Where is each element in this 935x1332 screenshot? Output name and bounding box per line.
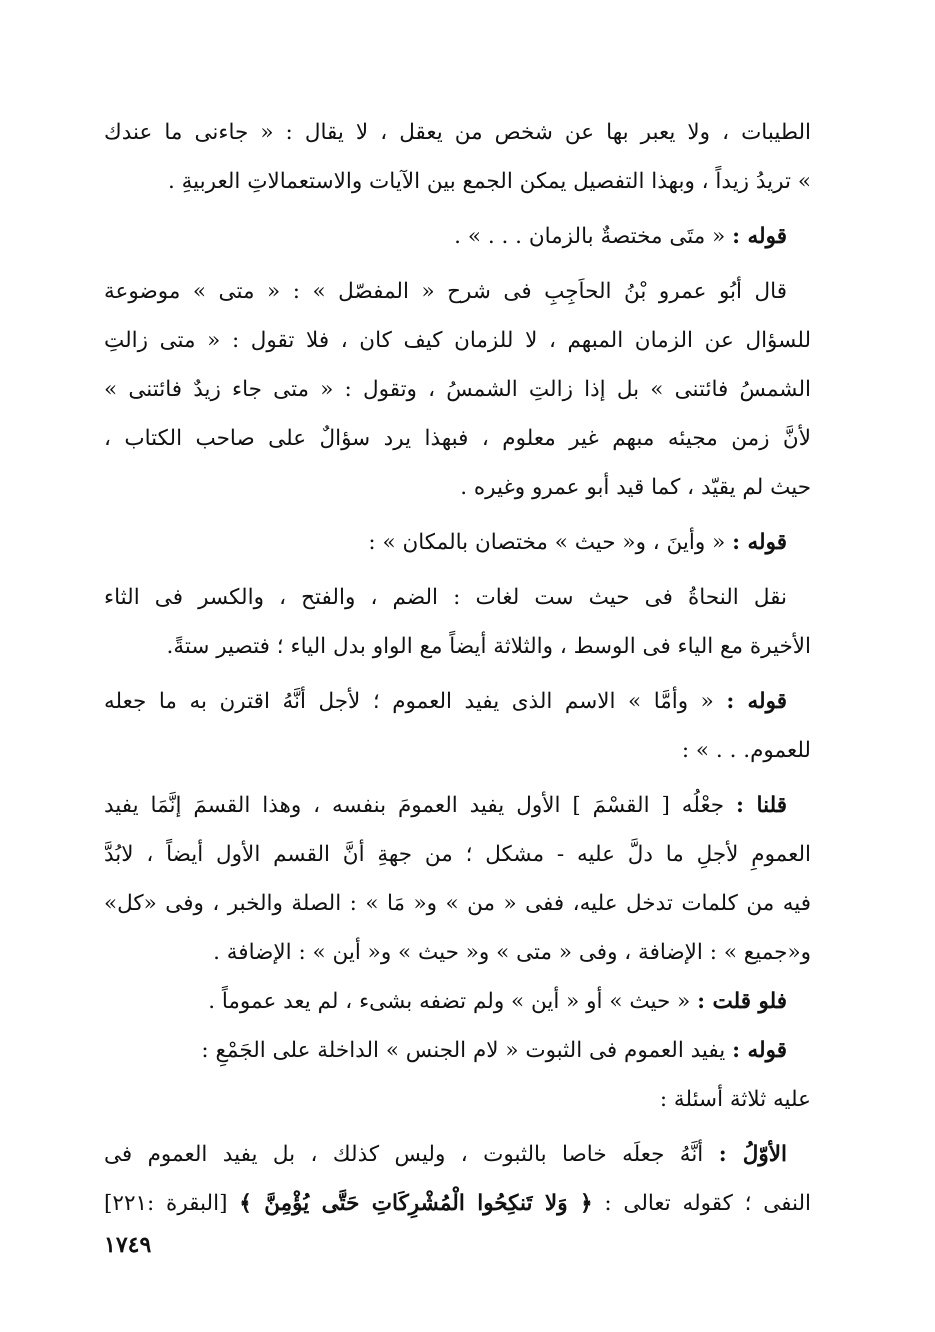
quran-verse: ﴿ وَلا تَنكِحُوا الْمُشْرِكَاتِ حَتَّى يُؤْمِنَّ ﴾	[239, 1191, 593, 1216]
text-line: و«جميع » : الإضافة ، وفى « متى » و« حيث » و« أين » : الإضافة .	[213, 940, 811, 965]
text-line	[104, 677, 811, 726]
text-line: لأنَّ زمن مجيئه مبهم غير معلوم ، فبهذا يرد سؤالٌ على صاحب الكتاب ،	[104, 426, 811, 451]
body-text: النفى ؛ كقوله تعالى :	[604, 1191, 811, 1216]
text-line	[104, 781, 811, 830]
heading-lead: قوله :	[726, 689, 787, 714]
quoted-text: « متَى مختصةٌ بالزمان . . . » .	[454, 224, 726, 249]
text-line	[104, 1130, 811, 1179]
text-line: الشمسُ فائتنى » بل إذا زالتِ الشمسُ ، وتقول : « متى جاء زيدٌ فائتنى »	[104, 377, 811, 402]
text-line: حيث لم يقيّد ، كما قيد أبو عمرو وغيره .	[460, 475, 811, 500]
text-line	[104, 977, 811, 1026]
text-line: العمومِ لأجلِ ما دلَّ عليه - مشكل ؛ من جهةِ أنَّ القسم الأول أيضاً ، لابُدَّ	[104, 842, 811, 867]
heading-lead: قلنا :	[736, 793, 787, 818]
text-line: عليه ثلاثة أسئلة :	[659, 1087, 811, 1112]
text-line: الأخيرة مع الياء فى الوسط ، والثلاثة أيضاً مع الواو بدل الياء ؛ فتصير ستةً.	[166, 634, 811, 659]
text-line	[104, 1179, 811, 1228]
body-text: « حيث » أو « أين » ولم تضفه بشىء ، لم يعد عموماً .	[208, 989, 691, 1014]
body-text: يفيد العموم فى الثبوت « لام الجنس » الداخلة على الجَمْعِ :	[201, 1038, 726, 1063]
quoted-text: « وأمَّا » الاسم الذى يفيد العموم ؛ لأجل أنَّهُ اقترن به ما جعله	[104, 689, 714, 714]
heading-lead: قوله :	[732, 530, 787, 555]
text-line: للعموم. . . » :	[681, 738, 811, 763]
heading-lead: قوله :	[732, 1038, 787, 1063]
text-line	[104, 1026, 811, 1075]
body-text: أنَّهُ جعلَه خاصا بالثبوت ، وليس كذلك ، بل يفيد العموم فى	[104, 1142, 704, 1167]
body-text: جعْلُه [ القسْمَ ] الأول يفيد العمومَ بنفسه ، وهذا القسمَ إنَّمَا يفيد	[104, 793, 725, 818]
text-line: نقل النحاةُ فى حيث ست لغات : الضم ، والفتح ، والكسر فى الثاء	[104, 585, 787, 610]
verse-reference: [البقرة :٢٢١]	[104, 1191, 228, 1216]
text-line: الطيبات ، ولا يعبر بها عن شخص من يعقل ، لا يقال : « جاءنى ما عندك	[104, 120, 811, 145]
text-line: للسؤال عن الزمان المبهم ، لا للزمان كيف كان ، فلا تقول : « متى زالتِ	[104, 328, 811, 353]
text-line: فيه من كلمات تدخل عليه، ففى « من » و« مَا » : الصلة والخبر ، وفى «كل»	[104, 891, 811, 916]
text-line: » تريدُ زيداً ، وبهذا التفصيل يمكن الجمع بين الآيات والاستعمالاتِ العربيةِ .	[167, 169, 811, 194]
heading-lead: فلو قلت :	[697, 989, 787, 1014]
text-line	[104, 212, 811, 261]
document-page	[104, 108, 811, 1228]
heading-lead: الأوّلُ :	[718, 1142, 787, 1167]
text-line: قال أبُو عمرو بْنُ الحاَجِبِ فى شرح « المفصّل » : « متى » موضوعة	[104, 279, 787, 304]
page-number: ١٧٤٩	[104, 1232, 152, 1258]
heading-lead: قوله :	[732, 224, 787, 249]
quoted-text: « وأينَ ، و« حيث » مختصان بالمكان » :	[368, 530, 726, 555]
text-line	[104, 518, 811, 567]
